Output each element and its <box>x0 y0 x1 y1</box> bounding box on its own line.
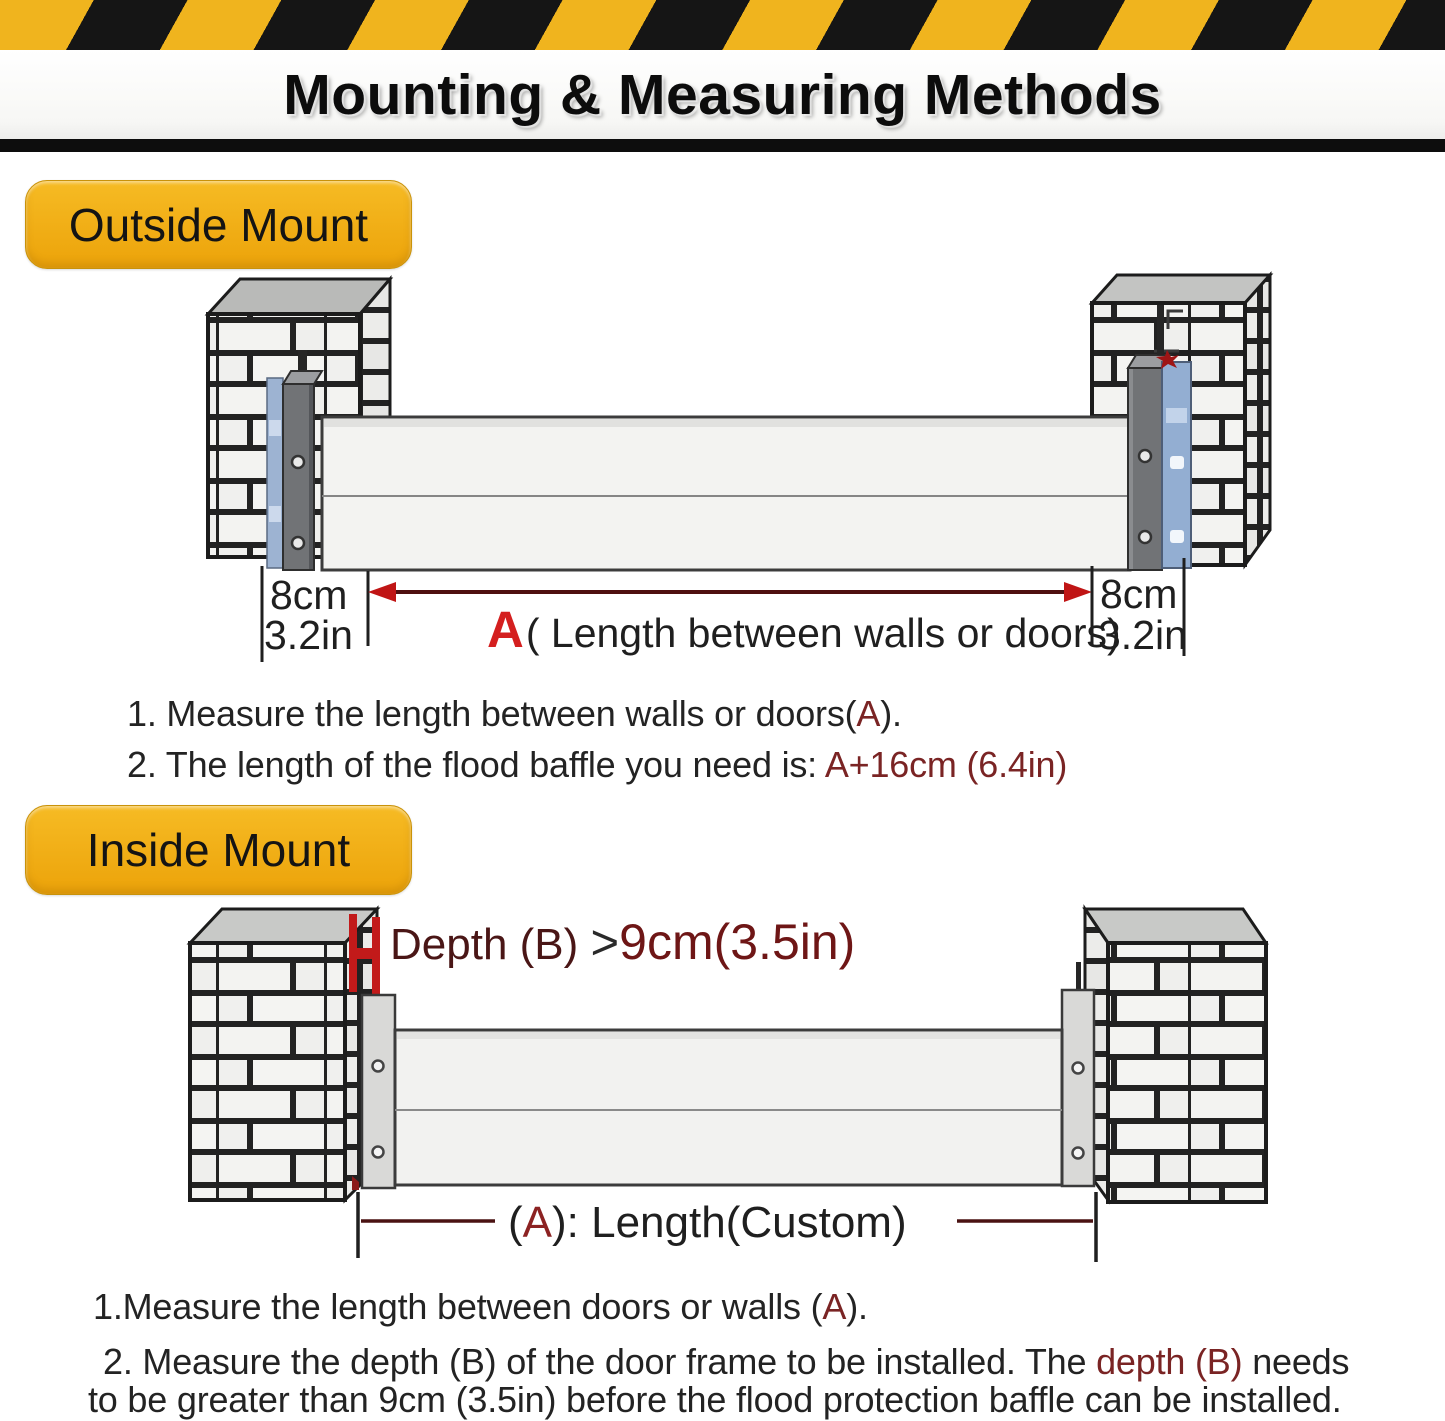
custom-length-label <box>508 1198 907 1248</box>
inside-step-2-em: depth (B) <box>1096 1341 1243 1382</box>
inside-step-2 <box>103 1341 1349 1383</box>
screw-hole <box>373 1061 384 1072</box>
screw-hole <box>292 537 304 549</box>
outside-dim-left-cm: 8cm <box>270 572 348 618</box>
custom-length-a: A <box>522 1198 553 1247</box>
inside-flood-baffle-panel <box>395 1030 1062 1185</box>
outside-step-1-post: ). <box>880 693 902 734</box>
depth-label-name: Depth (B) <box>390 920 591 969</box>
outside-step-2-text: 2. The length of the flood baffle you need is: <box>127 744 825 785</box>
span-label-text: ( Length between walls or doors) <box>525 610 1121 656</box>
span-label-a: A <box>487 601 524 658</box>
inside-step-1-em: A <box>822 1286 847 1327</box>
screw-hole <box>292 456 304 468</box>
screw-hole <box>373 1147 384 1158</box>
depth-label <box>390 913 855 971</box>
outside-dim-right-in: 3.2in <box>1098 612 1187 658</box>
depth-label-value: 9cm(3.5in) <box>619 914 856 970</box>
outside-left-bracket <box>267 350 322 570</box>
inside-step-1-post: ). <box>846 1286 868 1327</box>
outside-step-2 <box>127 744 1067 786</box>
inside-left-pillar <box>190 909 395 1200</box>
screw-hole <box>1073 1148 1084 1159</box>
inside-mount-badge-label: Inside Mount <box>86 824 351 876</box>
anchor-pin <box>1157 305 1164 355</box>
inside-mount-badge <box>25 805 412 895</box>
outside-mount-badge-label: Outside Mount <box>68 198 369 251</box>
outside-dim-right-cm: 8cm <box>1100 571 1178 617</box>
inside-left-bracket <box>362 995 395 1188</box>
outside-flood-baffle-panel <box>322 417 1130 570</box>
inside-step-1-text: 1.Measure the length between doors or walls ( <box>93 1286 823 1327</box>
inside-step-2-continued: to be greater than 9cm (3.5in) before the flood protection baffle can be installed. <box>88 1379 1342 1420</box>
outside-step-1-text: 1. Measure the length between walls or doors( <box>127 693 857 734</box>
custom-length-text: ): Length(Custom) <box>552 1198 907 1247</box>
inside-right-pillar <box>1062 909 1266 1202</box>
outside-dim-left-in: 3.2in <box>264 612 353 658</box>
outside-step-1-em: A <box>856 693 881 734</box>
outside-step-1 <box>127 693 902 735</box>
greater-than-sign: > <box>590 916 620 970</box>
anchor-pin <box>1076 962 1081 992</box>
outside-span-label <box>487 600 1121 659</box>
inside-step-2-post: needs <box>1242 1341 1350 1382</box>
screw-hole <box>1139 450 1151 462</box>
inside-step-2-text: 2. Measure the depth (B) of the door frame to be installed. The <box>103 1341 1097 1382</box>
screw-hole <box>1073 1063 1084 1074</box>
screw-hole <box>1139 531 1151 543</box>
outside-mount-badge <box>25 180 412 269</box>
inside-step-1 <box>93 1286 868 1328</box>
page-title: Mounting & Measuring Methods <box>283 63 1162 127</box>
custom-length-open: ( <box>508 1198 523 1247</box>
outside-step-2-em: A+16cm (6.4in) <box>824 744 1068 785</box>
